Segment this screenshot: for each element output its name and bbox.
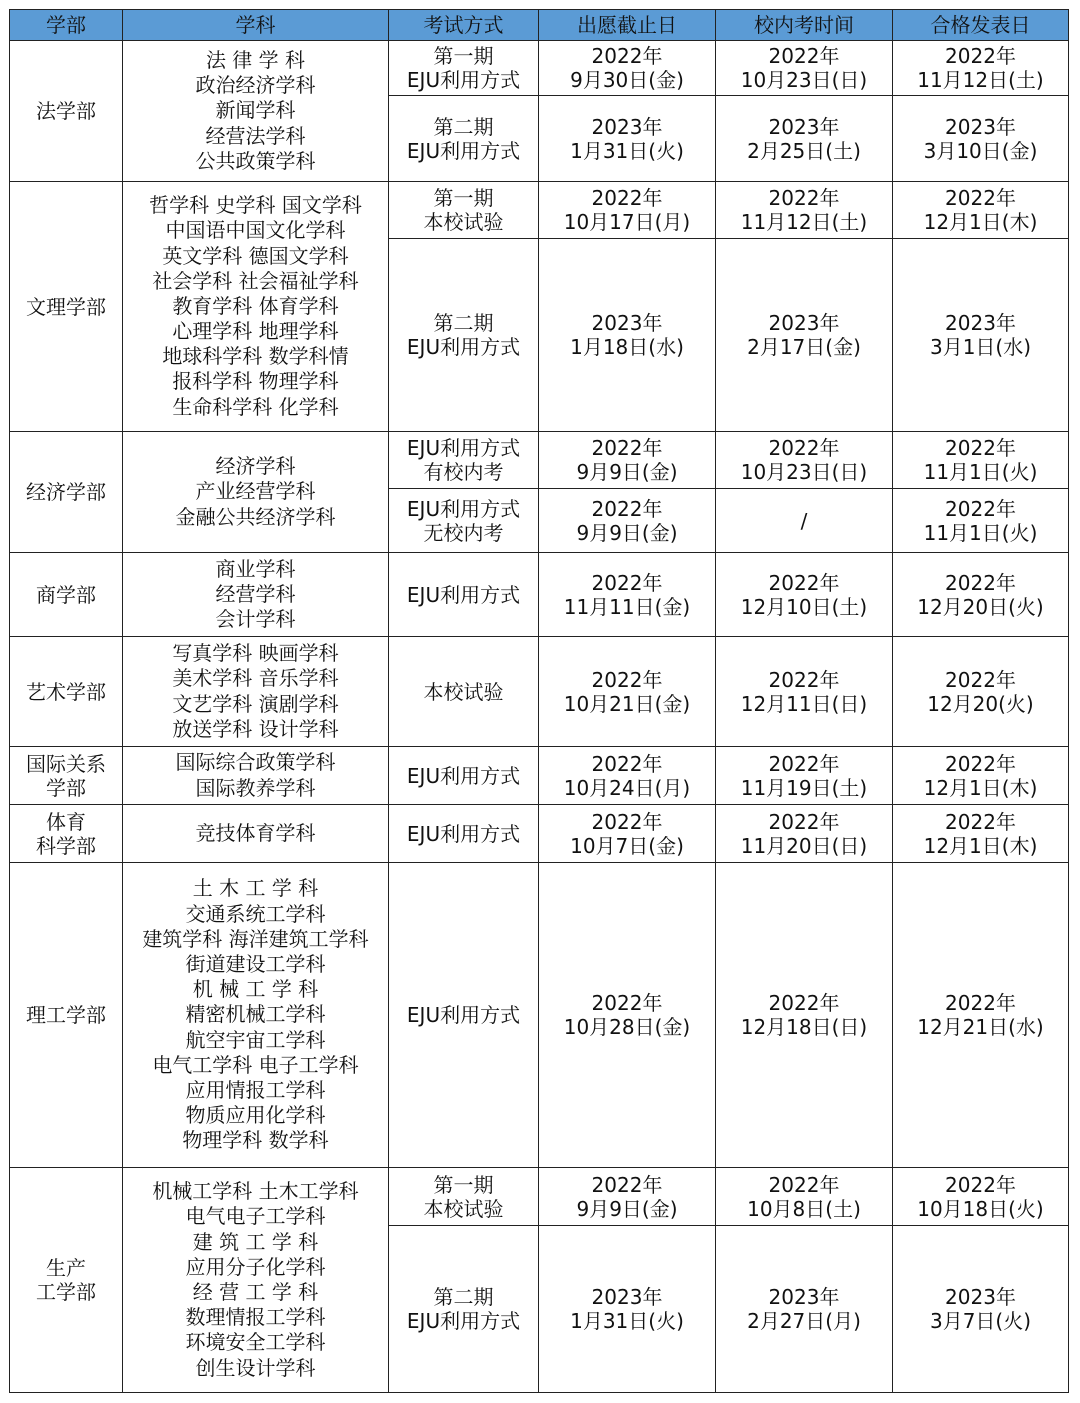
deadline-cell — [539, 863, 716, 1168]
cell-line: 商学部 — [36, 582, 96, 607]
cell-line: 国际教养学科 — [195, 775, 316, 800]
cell-line: 2022年 — [945, 991, 1016, 1015]
cell-line: 2023年 — [591, 1285, 663, 1309]
cell-line: 会计学科 — [215, 607, 296, 632]
method-cell — [389, 553, 539, 637]
cell-line: 1月31日(火) — [570, 1309, 684, 1333]
cell-line: 11月19日(土) — [740, 775, 868, 800]
deadline-cell — [539, 432, 716, 489]
exam-time-cell — [716, 863, 893, 1168]
cell-line: 12月1日(木) — [923, 833, 1038, 858]
cell-line: 第二期 — [433, 1285, 494, 1309]
cell-line: 11月12日(土) — [740, 210, 868, 234]
cell-line: EJU利用方式 — [406, 1003, 521, 1027]
cell-line: 物质应用化学科 — [185, 1103, 326, 1128]
cell-line: 12月1日(木) — [923, 210, 1038, 234]
table-row — [10, 805, 1069, 863]
header-result-date: 合格发表日 — [893, 10, 1069, 41]
method-cell — [389, 96, 539, 182]
dept-cell — [10, 637, 123, 747]
cell-line: 2023年 — [768, 114, 840, 139]
dept-cell — [10, 747, 123, 805]
deadline-cell — [539, 182, 716, 239]
cell-line: 2022年 — [945, 751, 1016, 776]
deadline-cell — [539, 41, 716, 96]
cell-line: 国际综合政策学科 — [175, 750, 336, 775]
cell-line: EJU利用方式 — [406, 496, 521, 521]
table-row — [10, 863, 1069, 1168]
deadline-cell — [539, 1168, 716, 1226]
table-row — [10, 432, 1069, 489]
cell-line: 2022年 — [591, 570, 663, 595]
cell-line: 2023年 — [768, 311, 840, 335]
cell-line: 12月21日(水) — [917, 1015, 1044, 1039]
result-date-cell — [893, 805, 1069, 863]
cell-line: 哲学科 史学科 国文学科 — [149, 193, 362, 218]
exam-time-cell — [716, 96, 893, 182]
cell-line: 新闻学科 — [215, 98, 296, 123]
table-row — [10, 1168, 1069, 1226]
cell-line: 2023年 — [768, 1285, 840, 1309]
cell-line: EJU利用方式 — [406, 68, 521, 92]
exam-time-cell — [716, 637, 893, 747]
header-subject: 学科 — [123, 10, 389, 41]
method-cell — [389, 805, 539, 863]
cell-line: 公共政策学科 — [195, 148, 316, 173]
result-date-cell — [893, 747, 1069, 805]
result-date-cell — [893, 863, 1069, 1168]
cell-line: 2月27日(月) — [747, 1309, 861, 1333]
cell-line: 10月8日(土) — [747, 1196, 861, 1221]
result-date-cell — [893, 432, 1069, 489]
cell-line: 2023年 — [945, 311, 1016, 335]
dept-cell — [10, 1168, 123, 1393]
deadline-cell — [539, 637, 716, 747]
cell-line: 数理情报工学科 — [185, 1305, 326, 1330]
cell-line: 体育 — [46, 809, 86, 834]
dept-cell — [10, 41, 123, 182]
cell-line: 12月1日(木) — [923, 775, 1038, 800]
cell-line: 第一期 — [433, 44, 494, 68]
cell-line: 电气电子工学科 — [185, 1204, 326, 1229]
method-cell — [389, 41, 539, 96]
cell-line: EJU利用方式 — [406, 138, 521, 163]
cell-line: 10月28日(金) — [563, 1015, 691, 1039]
cell-line: / — [800, 508, 808, 533]
cell-line: 产业经营学科 — [195, 479, 316, 504]
cell-line: 9月9日(金) — [576, 460, 678, 484]
cell-line: 政治经济学科 — [195, 73, 316, 98]
cell-line: 3月7日(火) — [929, 1309, 1032, 1333]
exam-time-cell — [716, 182, 893, 239]
cell-line: 地球科学科 数学科情 — [162, 344, 349, 369]
cell-line: 2022年 — [945, 1172, 1016, 1197]
method-cell — [389, 637, 539, 747]
method-cell — [389, 432, 539, 489]
cell-line: 环境安全工学科 — [185, 1330, 326, 1355]
cell-line: EJU利用方式 — [406, 1309, 521, 1333]
subject-cell — [123, 747, 389, 805]
cell-line: 2022年 — [591, 1172, 663, 1197]
cell-line: 2023年 — [591, 114, 663, 139]
cell-line: 12月20(火) — [927, 691, 1034, 716]
cell-line: 3月1日(水) — [929, 335, 1032, 359]
cell-line: 文艺学科 演剧学科 — [172, 691, 339, 716]
cell-line: 金融公共经济学科 — [175, 504, 336, 529]
cell-line: 法 律 学 科 — [205, 48, 306, 73]
cell-line: 土 木 工 学 科 — [192, 876, 319, 901]
cell-line: 生命科学科 化学科 — [172, 394, 339, 419]
cell-line: 理工学部 — [26, 1003, 106, 1027]
exam-time-cell — [716, 1168, 893, 1226]
cell-line: 2月25日(土) — [747, 138, 861, 163]
deadline-cell — [539, 553, 716, 637]
cell-line: 工学部 — [36, 1280, 96, 1304]
cell-line: 2022年 — [945, 44, 1016, 68]
cell-line: 应用分子化学科 — [185, 1254, 326, 1279]
method-cell — [389, 489, 539, 553]
schedule-table — [9, 9, 1069, 1393]
subject-cell — [123, 637, 389, 747]
cell-line: 11月20日(日) — [740, 833, 868, 858]
table-row — [10, 41, 1069, 96]
result-date-cell — [893, 239, 1069, 432]
result-date-cell — [893, 1168, 1069, 1226]
cell-line: 11月11日(金) — [563, 594, 691, 619]
cell-line: 物理学科 数学科 — [182, 1128, 329, 1153]
exam-time-cell — [716, 1226, 893, 1393]
result-date-cell — [893, 96, 1069, 182]
cell-line: 第一期 — [433, 186, 494, 210]
cell-line: 2022年 — [591, 751, 663, 776]
dept-cell — [10, 863, 123, 1168]
cell-line: 2022年 — [768, 751, 840, 776]
cell-line: 教育学科 体育学科 — [172, 293, 339, 318]
exam-time-cell — [716, 432, 893, 489]
cell-line: 艺术学部 — [26, 679, 106, 704]
cell-line: 2022年 — [945, 570, 1016, 595]
cell-line: 机 械 工 学 科 — [192, 977, 319, 1002]
cell-line: 经济学部 — [26, 480, 106, 504]
cell-line: 2022年 — [945, 809, 1016, 834]
method-cell — [389, 1226, 539, 1393]
cell-line: 心理学科 地理学科 — [172, 319, 339, 344]
cell-line: 科学部 — [36, 833, 96, 858]
result-date-cell — [893, 489, 1069, 553]
header-row — [10, 10, 1069, 41]
cell-line: 英文学科 德国文学科 — [162, 243, 349, 268]
deadline-cell — [539, 747, 716, 805]
cell-line: 机械工学科 土木工学科 — [152, 1179, 359, 1204]
cell-line: 经营法学科 — [205, 123, 306, 148]
cell-line: 2022年 — [591, 809, 663, 834]
table-row — [10, 182, 1069, 239]
cell-line: 第二期 — [433, 114, 494, 139]
cell-line: 第一期 — [433, 1172, 494, 1197]
cell-line: 2022年 — [591, 496, 663, 521]
cell-line: 2022年 — [945, 436, 1016, 460]
cell-line: 2022年 — [768, 991, 840, 1015]
exam-time-cell — [716, 805, 893, 863]
cell-line: 精密机械工学科 — [185, 1002, 326, 1027]
cell-line: EJU利用方式 — [406, 821, 521, 846]
exam-time-cell — [716, 553, 893, 637]
cell-line: 无校内考 — [423, 520, 504, 545]
cell-line: EJU利用方式 — [406, 335, 521, 359]
cell-line: 放送学科 设计学科 — [172, 716, 339, 741]
header-deadline: 出愿截止日 — [539, 10, 716, 41]
cell-line: 有校内考 — [423, 460, 504, 484]
cell-line: 2022年 — [768, 570, 840, 595]
cell-line: 竞技体育学科 — [195, 820, 316, 845]
subject-cell — [123, 863, 389, 1168]
cell-line: 10月18日(火) — [917, 1196, 1044, 1221]
cell-line: 10月24日(月) — [563, 775, 691, 800]
exam-time-cell — [716, 41, 893, 96]
cell-line: 2022年 — [591, 436, 663, 460]
cell-line: EJU利用方式 — [406, 582, 521, 607]
cell-line: 商业学科 — [215, 556, 296, 581]
method-cell — [389, 239, 539, 432]
cell-line: 学部 — [46, 775, 86, 800]
result-date-cell — [893, 182, 1069, 239]
cell-line: 2022年 — [591, 44, 663, 68]
cell-line: 11月1日(火) — [923, 460, 1038, 484]
cell-line: 2022年 — [768, 809, 840, 834]
subject-cell — [123, 432, 389, 553]
cell-line: 12月11日(日) — [740, 691, 868, 716]
cell-line: 建 筑 工 学 科 — [192, 1229, 319, 1254]
cell-line: 应用情报工学科 — [185, 1077, 326, 1102]
cell-line: 美术学科 音乐学科 — [172, 666, 339, 691]
cell-line: 2022年 — [768, 1172, 840, 1197]
cell-line: 2022年 — [768, 667, 840, 692]
cell-line: 10月21日(金) — [563, 691, 691, 716]
subject-cell — [123, 805, 389, 863]
cell-line: 写真学科 映画学科 — [172, 641, 339, 666]
cell-line: 11月12日(土) — [917, 68, 1044, 92]
cell-line: 本校试验 — [423, 1196, 504, 1221]
cell-line: 2023年 — [945, 1285, 1016, 1309]
cell-line: 9月9日(金) — [576, 520, 678, 545]
cell-line: 2022年 — [945, 496, 1016, 521]
cell-line: 3月10日(金) — [923, 138, 1038, 163]
cell-line: 航空宇宙工学科 — [185, 1027, 326, 1052]
exam-time-cell — [716, 747, 893, 805]
cell-line: 本校试验 — [423, 210, 504, 234]
method-cell — [389, 863, 539, 1168]
cell-line: 社会学科 社会福祉学科 — [152, 268, 359, 293]
table-row — [10, 747, 1069, 805]
header-method: 考试方式 — [389, 10, 539, 41]
table-row — [10, 553, 1069, 637]
cell-line: 1月18日(水) — [570, 335, 684, 359]
cell-line: 生产 — [46, 1256, 86, 1280]
cell-line: EJU利用方式 — [406, 436, 521, 460]
method-cell — [389, 747, 539, 805]
subject-cell — [123, 182, 389, 432]
result-date-cell — [893, 637, 1069, 747]
deadline-cell — [539, 96, 716, 182]
table-row — [10, 637, 1069, 747]
deadline-cell — [539, 489, 716, 553]
cell-line: 法学部 — [36, 99, 96, 123]
cell-line: EJU利用方式 — [406, 763, 521, 788]
subject-cell — [123, 1168, 389, 1393]
result-date-cell — [893, 553, 1069, 637]
exam-time-cell — [716, 489, 893, 553]
cell-line: 10月7日(金) — [570, 833, 684, 858]
deadline-cell — [539, 805, 716, 863]
cell-line: 第二期 — [433, 311, 494, 335]
cell-line: 2月17日(金) — [747, 335, 861, 359]
dept-cell — [10, 432, 123, 553]
result-date-cell — [893, 41, 1069, 96]
cell-line: 街道建设工学科 — [185, 952, 326, 977]
cell-line: 1月31日(火) — [570, 138, 684, 163]
cell-line: 2022年 — [591, 667, 663, 692]
cell-line: 2023年 — [945, 114, 1016, 139]
cell-line: 经济学科 — [215, 454, 296, 479]
cell-line: 中国语中国文化学科 — [165, 218, 346, 243]
deadline-cell — [539, 239, 716, 432]
cell-line: 2023年 — [591, 311, 663, 335]
cell-line: 2022年 — [768, 44, 840, 68]
dept-cell — [10, 805, 123, 863]
deadline-cell — [539, 1226, 716, 1393]
subject-cell — [123, 41, 389, 182]
cell-line: 交通系统工学科 — [185, 901, 326, 926]
cell-line: 2022年 — [768, 186, 840, 210]
cell-line: 9月9日(金) — [576, 1196, 678, 1221]
cell-line: 2022年 — [591, 186, 663, 210]
cell-line: 国际关系 — [26, 751, 106, 776]
cell-line: 12月18日(日) — [740, 1015, 868, 1039]
subject-cell — [123, 553, 389, 637]
cell-line: 12月20日(火) — [917, 594, 1044, 619]
cell-line: 本校试验 — [423, 679, 504, 704]
cell-line: 创生设计学科 — [195, 1355, 316, 1380]
header-exam-time: 校内考时间 — [716, 10, 893, 41]
cell-line: 报科学科 物理学科 — [172, 369, 339, 394]
cell-line: 2022年 — [945, 186, 1016, 210]
result-date-cell — [893, 1226, 1069, 1393]
exam-time-cell — [716, 239, 893, 432]
cell-line: 9月30日(金) — [570, 68, 684, 92]
dept-cell — [10, 553, 123, 637]
dept-cell — [10, 182, 123, 432]
cell-line: 2022年 — [945, 667, 1016, 692]
cell-line: 电气工学科 电子工学科 — [152, 1052, 359, 1077]
header-dept: 学部 — [10, 10, 123, 41]
cell-line: 经 营 工 学 科 — [192, 1280, 319, 1304]
method-cell — [389, 182, 539, 239]
cell-line: 文理学部 — [26, 294, 106, 319]
cell-line: 2022年 — [591, 991, 663, 1015]
cell-line: 10月23日(日) — [740, 68, 868, 92]
cell-line: 建筑学科 海洋建筑工学科 — [142, 926, 369, 951]
cell-line: 12月10日(土) — [740, 594, 868, 619]
method-cell — [389, 1168, 539, 1226]
cell-line: 2022年 — [768, 436, 840, 460]
cell-line: 经营学科 — [215, 581, 296, 606]
cell-line: 10月17日(月) — [563, 210, 691, 234]
cell-line: 10月23日(日) — [740, 460, 868, 484]
cell-line: 11月1日(火) — [923, 520, 1038, 545]
